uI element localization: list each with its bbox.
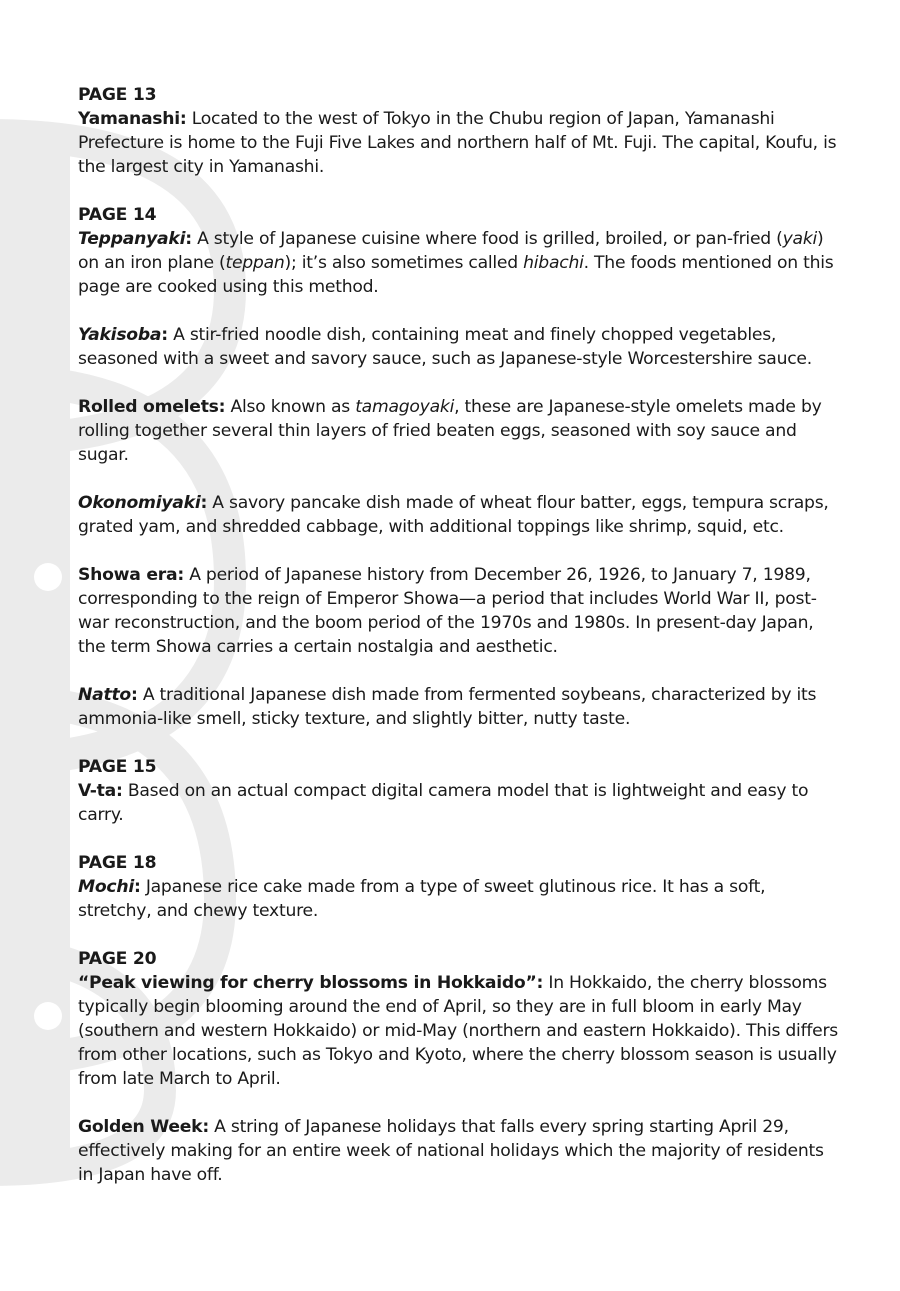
definition: Japanese rice cake made from a type of sweet glutinous rice. It has a soft, stretchy, and chewy texture. [78, 877, 766, 921]
term: Golden Week: [78, 1117, 209, 1137]
definition-part: , these are Japanese-style omelets made by rolling together several thin layers of fried beaten eggs, seasoned with soy sauce and sugar. [78, 397, 822, 465]
section-page-13 [78, 83, 838, 179]
page-label: PAGE 14 [78, 205, 157, 225]
glossary-entry-golden-week [78, 1115, 838, 1187]
definition: A savory pancake dish made of wheat flour batter, eggs, tempura scraps, grated yam, and shredded cabbage, with additional toppings like shrimp, squid, etc. [78, 493, 829, 537]
term: Okonomiyaki [78, 493, 201, 513]
term-separator: : [200, 493, 208, 513]
section-page-14 [78, 203, 838, 731]
glossary-entry-yakisoba [78, 323, 838, 371]
definition-part: . The foods mentioned on this page are cooked using this method. [78, 253, 834, 297]
term: Natto [78, 685, 131, 705]
glossary-entry-rolled-omelets [78, 395, 838, 467]
definition-part: A style of Japanese cuisine where food is grilled, broiled, or pan-fried ( [191, 229, 783, 249]
glossary-entry-teppanyaki [78, 227, 838, 299]
section-page-20 [78, 947, 838, 1187]
term-separator: : [161, 325, 168, 345]
page-label: PAGE 13 [78, 85, 157, 105]
term: V-ta: [78, 781, 123, 801]
page-label: PAGE 15 [78, 757, 157, 777]
definition-italic: hibachi [523, 253, 584, 273]
definition: A traditional Japanese dish made from fermented soybeans, characterized by its ammonia-like smell, sticky texture, and slightly bitter, nutty taste. [78, 685, 817, 729]
page-label: PAGE 20 [78, 949, 157, 969]
definition-part: ) on an iron plane ( [78, 229, 824, 273]
definition: Located to the west of Tokyo in the Chubu region of Japan, Yamanashi Prefecture is home to the Fuji Five Lakes and northern half of Mt. Fuji. The capital, Koufu, is the largest city in Yamanashi. [78, 109, 837, 177]
term-separator: : [130, 685, 138, 705]
definition: A stir-fried noodle dish, containing meat and finely chopped vegetables, seasoned with a sweet and savory sauce, such as Japanese-style Worcestershire sauce. [78, 325, 812, 369]
term: “Peak viewing for cherry blossoms in Hokkaido”: [78, 973, 544, 993]
page-label: PAGE 18 [78, 853, 157, 873]
section-page-18 [78, 851, 838, 923]
glossary-entry-okonomiyaki [78, 491, 838, 539]
term-separator: : [185, 229, 192, 249]
glossary-entry-v-ta [78, 779, 838, 827]
term: Teppanyaki [78, 229, 186, 249]
term-separator: : [133, 877, 141, 897]
glossary-entry-natto [78, 683, 838, 731]
glossary-entry-yamanashi [78, 107, 838, 179]
definition-italic: yaki [782, 229, 818, 249]
term: Yakisoba [78, 325, 162, 345]
term: Showa era: [78, 565, 184, 585]
term: Rolled omelets: [78, 397, 226, 417]
section-page-15 [78, 755, 838, 827]
term: Yamanashi: [78, 109, 187, 129]
glossary-entry-mochi [78, 875, 838, 923]
definition-part: Also known as [225, 397, 356, 417]
definition: A string of Japanese holidays that falls every spring starting April 29, effectively making for an entire week of national holidays which the majority of residents in Japan have off. [78, 1117, 824, 1185]
definition: In Hokkaido, the cherry blossoms typically begin blooming around the end of April, so they are in full bloom in early May (southern and western Hokkaido) or mid-May (northern and eastern Hokkaido). This differs from other locations, such as Tokyo and Kyoto, where the cherry blossom season is usually from late March to April. [78, 973, 839, 1089]
definition-part: ); it’s also sometimes called [284, 253, 524, 273]
definition: Based on an actual compact digital camera model that is lightweight and easy to carry. [78, 781, 809, 825]
definition: A period of Japanese history from December 26, 1926, to January 7, 1989, corresponding to the reign of Emperor Showa—a period that includes World War II, post-war reconstruction, and the boom period of the 1970s and 1980s. In present-day Japan, the term Showa carries a certain nostalgia and aesthetic. [78, 565, 817, 657]
glossary-content [78, 83, 838, 1211]
definition-italic: teppan [225, 253, 285, 273]
glossary-entry-cherry-blossoms [78, 971, 838, 1091]
glossary-entry-showa-era [78, 563, 838, 659]
term: Mochi [78, 877, 134, 897]
definition-italic: tamagoyaki [355, 397, 455, 417]
